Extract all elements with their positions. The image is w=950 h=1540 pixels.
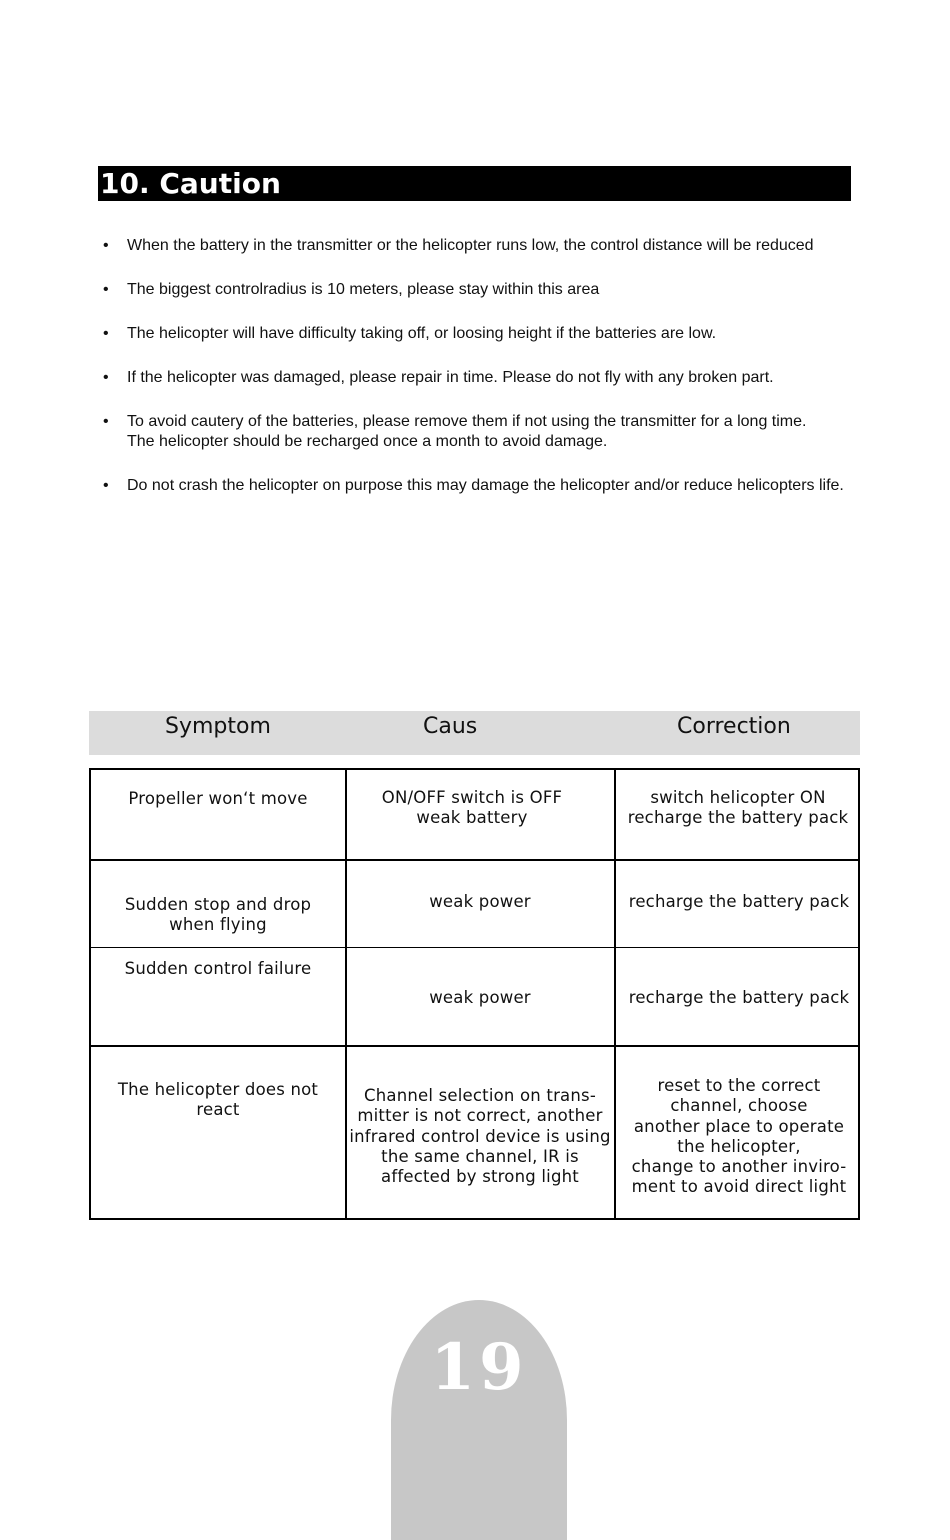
row-divider [91,947,858,948]
caution-list [100,236,860,520]
bullet-icon: • [103,281,109,298]
caution-item [100,476,860,496]
correction-cell: switch helicopter ON recharge the battery pack [627,788,849,828]
header-symptom: Symptom [165,714,271,739]
caution-item [100,368,860,388]
caution-text: The helicopter will have difficulty taking off, or loosing height if the batteries are low. [127,325,717,342]
cause-cell: ON/OFF switch is OFF weak battery [381,788,563,828]
correction-cell: reset to the correct channel, choose another place to operate the helicopter, change to another inviro- ment to avoid direct light [631,1076,847,1197]
header-cause: Caus [423,714,478,739]
row-divider [91,859,858,861]
correction-cell: recharge the battery pack [628,988,850,1007]
bullet-icon: • [103,413,109,430]
section-title: 10. Caution [98,166,851,201]
caution-item [100,324,860,344]
cause-cell: weak power [429,892,531,911]
caution-text: When the battery in the transmitter or the helicopter runs low, the control distance will be reduced [127,237,814,254]
caution-text: Do not crash the helicopter on purpose this may damage the helicopter and/or reduce helicopters life. [127,477,844,494]
symptom-cell: Sudden stop and drop when flying [124,895,312,935]
cause-cell: Channel selection on trans- mitter is not correct, another infrared control device is using the same channel, IR is affected by strong light [349,1086,611,1187]
bullet-icon: • [103,477,109,494]
caution-text: To avoid cautery of the batteries, please remove them if not using the transmitter for a long time. The helicopter should be recharged once a month to avoid damage. [127,413,807,450]
symptom-cell: The helicopter does not react [117,1080,319,1120]
symptom-cell: Sudden control failure [124,959,312,978]
caution-text: If the helicopter was damaged, please repair in time. Please do not fly with any broken part. [127,369,774,386]
caution-item [100,236,860,256]
row-divider [91,1045,858,1047]
table-header [89,711,860,755]
caution-text: The biggest controlradius is 10 meters, please stay within this area [127,281,600,298]
troubleshooting-table [89,768,860,1220]
symptom-cell: Propeller won‘t move [128,789,308,808]
correction-cell: recharge the battery pack [628,892,850,911]
page-number: 19 [430,1330,528,1405]
bullet-icon: • [103,325,109,342]
bullet-icon: • [103,369,109,386]
caution-item [100,412,860,452]
caution-item [100,280,860,300]
bullet-icon: • [103,237,109,254]
header-correction: Correction [677,714,791,739]
cause-cell: weak power [429,988,531,1007]
